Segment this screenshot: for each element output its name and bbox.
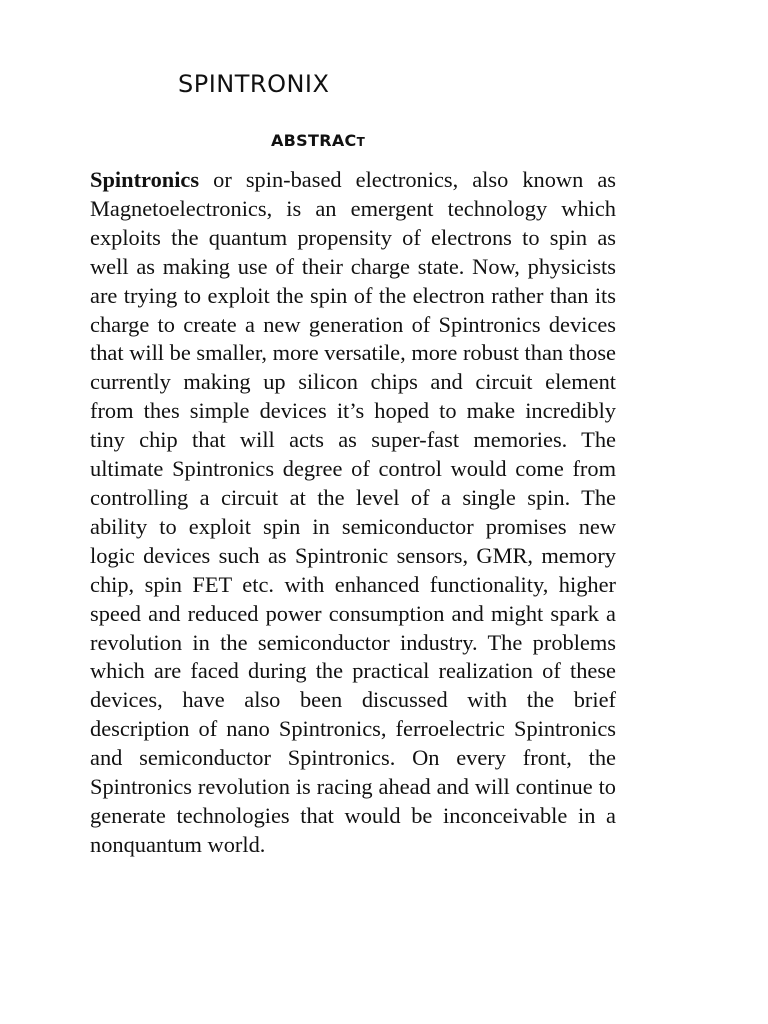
abstract-heading-last-letter: T xyxy=(356,135,366,149)
abstract-lead-term: Spintronics xyxy=(90,167,200,192)
abstract-heading xyxy=(271,131,365,150)
abstract-text: or spin-based electronics, also known as Magnetoelectronics, is an emergent technology which exploits the quantum propensity of electrons to spin as well as making use of their charge state. Now, physicists are trying to exploit the spin of the electron rather than its charge to create a new generation of Spintronics devices that will be smaller, more versatile, more robust than those currently making up silicon chips and circuit element from thes simple devices it’s hoped to make incredibly tiny chip that will acts as super-fast memories. The ultimate Spintronics degree of control would come from controlling a circuit at the level of a single spin. The ability to exploit spin in semiconductor promises new logic devices such as Spintronic sensors, GMR, memory chip, spin FET etc. with enhanced functionality, higher speed and reduced power consumption and might spark a revolution in the semiconductor industry. The problems which are faced during the practical realization of these devices, have also been discussed with the brief description of nano Spintronics, ferroelectric Spintronics and semiconductor Spintronics. On every front, the Spintronics revolution is racing ahead and will continue to generate technologies that would be inconceivable in a nonquantum world. xyxy=(90,167,616,857)
document-title: SPINTRONIX xyxy=(178,70,330,98)
abstract-heading-main: ABSTRAC xyxy=(271,131,357,150)
abstract-paragraph xyxy=(90,166,616,860)
